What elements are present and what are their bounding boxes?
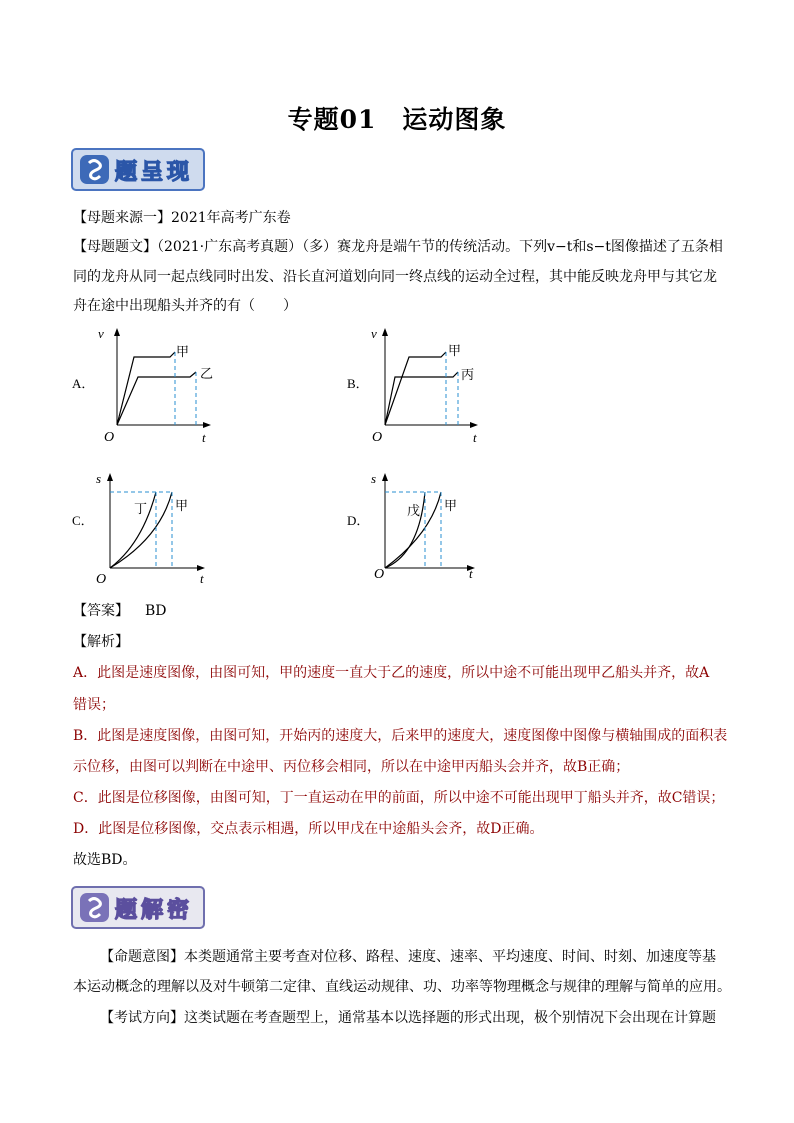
analysis-label: 【解析】 (73, 634, 129, 650)
option-graph-c (72, 462, 232, 591)
question-line-2: 同的龙舟从同一起点线同时出发、沿长直河道划向同一终点线的运动全过程，其中能反映龙舟甲与其它龙 (73, 269, 717, 285)
option-label: A． (72, 376, 95, 391)
option-graph-a (72, 325, 232, 449)
section-banner-present (71, 148, 205, 191)
origin-label: O (104, 430, 115, 445)
question-label: 【母题题文】 (73, 239, 157, 255)
direction-line-1: 【考试方向】这类试题在考查题型上，通常基本以选择题的形式出现，极个别情况下会出现在计算题 (100, 1010, 716, 1026)
source-label: 【母题来源一】 (73, 210, 171, 226)
page-title (0, 100, 794, 136)
title-number: 01 (339, 105, 377, 134)
question-line-1: 【母题题文】（2021·广东高考真题）（多）赛龙舟是端午节的传统活动。下列v−t和s−t图像描述了五条相 (73, 239, 723, 255)
curve-label-bing: 丙 (461, 368, 475, 383)
analysis-a-line-2: 错误； (73, 697, 115, 713)
analysis-d-line: D．此图是位移图像，交点表示相遇，所以甲戊在中途船头会齐，故D正确。 (73, 821, 544, 837)
origin-label: O (372, 430, 383, 445)
option-graph-d (347, 462, 507, 591)
curve-label-jia: 甲 (175, 499, 189, 514)
title-prefix: 专题 (287, 105, 340, 134)
curve-label-jia: 甲 (444, 499, 458, 514)
answer-label: 【答案】 (73, 603, 129, 619)
logo-icon (80, 893, 109, 922)
option-label: D． (347, 513, 370, 528)
curve-label-jia: 甲 (176, 345, 190, 360)
question-line-3: 舟在途中出现船头并齐的有（ ） (73, 298, 297, 314)
answer-line (73, 604, 167, 618)
curve-label-wu: 戊 (407, 504, 421, 519)
x-axis-label: t (202, 430, 206, 445)
origin-label: O (374, 567, 385, 582)
analysis-c-line: C．此图是位移图像，由图可知，丁一直运动在甲的前面，所以中途不可能出现甲丁船头并齐，故C错误； (73, 790, 725, 806)
direction-label: 【考试方向】 (100, 1010, 184, 1026)
origin-label: O (96, 572, 107, 587)
section-banner-explain (71, 886, 205, 929)
y-axis-label: s (96, 471, 102, 486)
banner-text: 题呈现 (115, 160, 194, 185)
curve-label-yi: 乙 (200, 367, 214, 382)
intent-line-1: 【命题意图】本类题通常主要考查对位移、路程、速度、速率、平均速度、时间、时刻、加速度等基 (100, 949, 716, 965)
option-label: C． (72, 513, 94, 528)
intent-line-2: 本运动概念的理解以及对牛顿第二定律、直线运动规律、功、功率等物理概念与规律的理解与简单的应用。 (73, 979, 731, 995)
x-axis-label: t (200, 571, 204, 586)
title-main: 运动图象 (402, 105, 507, 134)
banner-text: 题解密 (115, 898, 194, 923)
intent-label: 【命题意图】 (100, 949, 184, 965)
y-axis-label: v (98, 326, 104, 341)
answer-text: BD (145, 603, 167, 619)
analysis-a-line-1: A．此图是速度图像，由图可知，甲的速度一直大于乙的速度，所以中途不可能出现甲乙船头并齐，故A (73, 665, 710, 681)
x-axis-label: t (473, 430, 477, 445)
x-axis-label: t (469, 566, 473, 581)
analysis-b-line-1: B．此图是速度图像，由图可知，开始丙的速度大，后来甲的速度大，速度图像中图像与横轴围成的面积表 (73, 728, 728, 744)
option-label: B． (347, 376, 369, 391)
curve-label-jia: 甲 (448, 344, 462, 359)
logo-icon (80, 155, 109, 184)
source-line (73, 211, 291, 225)
option-graph-b (347, 325, 507, 449)
analysis-b-line-2: 示位移，由图可以判断在中途甲、丙位移会相同，所以在中途甲丙船头会并齐，故B正确； (73, 759, 630, 775)
source-text: 2021年高考广东卷 (171, 210, 291, 226)
conclusion-line: 故选BD。 (73, 852, 137, 868)
curve-label-ding: 丁 (134, 502, 148, 517)
y-axis-label: v (371, 326, 377, 341)
y-axis-label: s (371, 471, 377, 486)
